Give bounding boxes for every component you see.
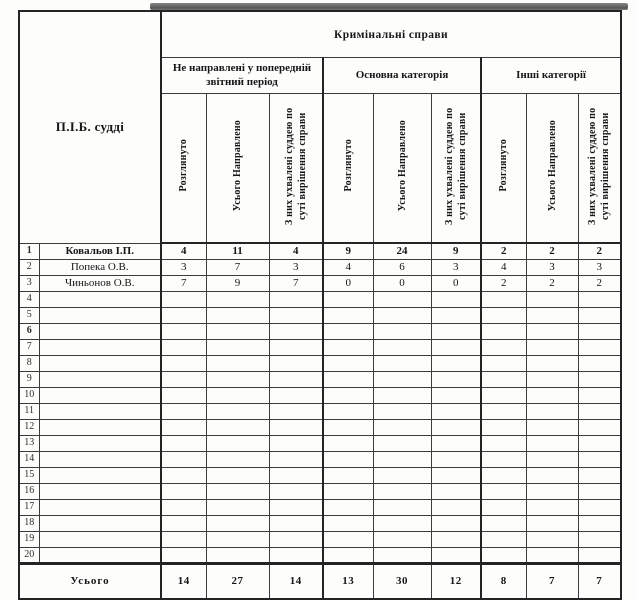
table-row	[19, 371, 621, 387]
judge-name-cell	[39, 531, 161, 547]
value-cell: 2	[481, 243, 526, 259]
value-cell	[526, 339, 578, 355]
value-cell	[431, 339, 481, 355]
table-row	[19, 451, 621, 467]
value-cell	[269, 467, 323, 483]
value-cell	[526, 291, 578, 307]
value-cell	[269, 515, 323, 531]
criminal-cases-header: Кримінальні справи	[161, 11, 621, 58]
value-cell	[578, 387, 621, 403]
vertical-column-label: Розглянуто	[342, 139, 354, 192]
value-cell: 0	[323, 275, 373, 291]
value-cell	[206, 323, 269, 339]
value-cell	[206, 435, 269, 451]
scan-artifact-top	[150, 3, 628, 10]
value-cell	[481, 547, 526, 563]
judge-name-cell	[39, 467, 161, 483]
value-cell	[526, 307, 578, 323]
value-cell	[481, 371, 526, 387]
value-cell	[323, 451, 373, 467]
table-row	[19, 419, 621, 435]
judge-name-cell	[39, 339, 161, 355]
judge-name-cell: Попека О.В.	[39, 259, 161, 275]
table-row	[19, 483, 621, 499]
value-cell	[578, 515, 621, 531]
table-row	[19, 339, 621, 355]
value-cell	[481, 499, 526, 515]
table-row	[19, 307, 621, 323]
value-cell: 4	[323, 259, 373, 275]
value-cell	[481, 531, 526, 547]
value-cell	[269, 291, 323, 307]
section-header-main-category: Основна категорія	[323, 58, 481, 94]
column-header-total-forwarded	[373, 94, 431, 244]
value-cell	[481, 323, 526, 339]
value-cell	[161, 515, 206, 531]
value-cell	[206, 387, 269, 403]
value-cell	[373, 339, 431, 355]
value-cell	[161, 307, 206, 323]
value-cell	[526, 355, 578, 371]
value-cell: 2	[526, 243, 578, 259]
value-cell: 9	[206, 275, 269, 291]
value-cell: 0	[373, 275, 431, 291]
row-number-cell: 4	[19, 291, 39, 307]
value-cell	[431, 531, 481, 547]
value-cell	[206, 499, 269, 515]
value-cell: 3	[269, 259, 323, 275]
total-value-cell: 30	[373, 563, 431, 599]
value-cell	[161, 483, 206, 499]
value-cell	[526, 467, 578, 483]
vertical-column-label: Усього Направлено	[232, 119, 244, 212]
value-cell	[373, 419, 431, 435]
value-cell	[481, 419, 526, 435]
value-cell: 9	[323, 243, 373, 259]
column-header-reviewed	[323, 94, 373, 244]
value-cell	[481, 387, 526, 403]
value-cell	[373, 323, 431, 339]
value-cell	[269, 531, 323, 547]
value-cell	[526, 323, 578, 339]
row-number-cell: 8	[19, 355, 39, 371]
judge-name-cell: Ковальов І.П.	[39, 243, 161, 259]
vertical-column-label: З них ухвалені суддею по суті вирішення справи	[283, 106, 308, 225]
value-cell	[578, 547, 621, 563]
value-cell	[431, 403, 481, 419]
value-cell: 7	[206, 259, 269, 275]
value-cell	[431, 451, 481, 467]
value-cell	[431, 515, 481, 531]
value-cell	[161, 291, 206, 307]
value-cell	[373, 451, 431, 467]
value-cell	[373, 291, 431, 307]
value-cell	[578, 323, 621, 339]
value-cell	[373, 387, 431, 403]
value-cell	[161, 531, 206, 547]
row-number-cell: 6	[19, 323, 39, 339]
table-row	[19, 515, 621, 531]
value-cell	[431, 387, 481, 403]
value-cell	[206, 451, 269, 467]
value-cell	[161, 499, 206, 515]
total-value-cell: 14	[161, 563, 206, 599]
value-cell	[323, 419, 373, 435]
judge-name-cell	[39, 515, 161, 531]
value-cell	[161, 435, 206, 451]
row-number-cell: 7	[19, 339, 39, 355]
value-cell	[373, 355, 431, 371]
total-value-cell: 12	[431, 563, 481, 599]
value-cell	[206, 371, 269, 387]
value-cell	[526, 515, 578, 531]
judge-name-cell	[39, 547, 161, 563]
value-cell	[269, 547, 323, 563]
value-cell	[481, 483, 526, 499]
value-cell: 2	[578, 275, 621, 291]
value-cell	[323, 515, 373, 531]
value-cell	[323, 467, 373, 483]
judge-name-cell	[39, 291, 161, 307]
table-row	[19, 435, 621, 451]
value-cell	[431, 291, 481, 307]
vertical-column-label: З них ухвалені суддею по суті вирішення справи	[443, 106, 468, 225]
table-row	[19, 355, 621, 371]
table-row	[19, 259, 621, 275]
value-cell	[161, 419, 206, 435]
section-header-other-categories: Інші категорії	[481, 58, 621, 94]
vertical-column-label: Усього Направлено	[546, 119, 558, 212]
value-cell	[578, 483, 621, 499]
table-row	[19, 291, 621, 307]
value-cell	[373, 499, 431, 515]
value-cell: 3	[161, 259, 206, 275]
value-cell	[373, 371, 431, 387]
value-cell: 2	[578, 243, 621, 259]
row-number-cell: 20	[19, 547, 39, 563]
value-cell	[206, 547, 269, 563]
value-cell	[578, 451, 621, 467]
value-cell	[481, 307, 526, 323]
value-cell	[161, 355, 206, 371]
total-label: Усього	[19, 563, 161, 599]
value-cell	[578, 339, 621, 355]
value-cell	[269, 403, 323, 419]
total-value-cell: 27	[206, 563, 269, 599]
value-cell	[578, 355, 621, 371]
value-cell	[578, 435, 621, 451]
value-cell	[206, 291, 269, 307]
value-cell	[526, 419, 578, 435]
value-cell	[373, 531, 431, 547]
value-cell	[481, 291, 526, 307]
judge-name-cell	[39, 499, 161, 515]
table-row	[19, 387, 621, 403]
total-row	[19, 563, 621, 599]
table-row	[19, 467, 621, 483]
value-cell	[481, 355, 526, 371]
column-header-reviewed	[481, 94, 526, 244]
value-cell	[526, 451, 578, 467]
value-cell	[206, 403, 269, 419]
value-cell: 24	[373, 243, 431, 259]
row-number-cell: 18	[19, 515, 39, 531]
value-cell	[161, 467, 206, 483]
value-cell	[526, 499, 578, 515]
value-cell	[323, 339, 373, 355]
vertical-column-label: Розглянуто	[498, 139, 510, 192]
value-cell	[269, 483, 323, 499]
value-cell	[269, 387, 323, 403]
value-cell	[206, 531, 269, 547]
value-cell	[431, 499, 481, 515]
total-value-cell: 7	[578, 563, 621, 599]
value-cell	[206, 339, 269, 355]
value-cell	[161, 387, 206, 403]
table-row	[19, 275, 621, 291]
row-number-cell: 13	[19, 435, 39, 451]
row-number-cell: 15	[19, 467, 39, 483]
value-cell	[373, 435, 431, 451]
value-cell	[323, 291, 373, 307]
row-number-cell: 16	[19, 483, 39, 499]
column-header-decided-by-judge	[578, 94, 621, 244]
value-cell	[578, 291, 621, 307]
value-cell	[431, 483, 481, 499]
judges-name-header: П.І.Б. судді	[19, 11, 161, 243]
judge-name-cell	[39, 419, 161, 435]
total-value-cell: 8	[481, 563, 526, 599]
court-cases-table	[18, 10, 622, 600]
row-number-cell: 3	[19, 275, 39, 291]
value-cell: 7	[161, 275, 206, 291]
value-cell	[481, 467, 526, 483]
value-cell	[526, 371, 578, 387]
value-cell	[269, 371, 323, 387]
row-number-cell: 12	[19, 419, 39, 435]
judge-name-cell	[39, 323, 161, 339]
value-cell: 4	[269, 243, 323, 259]
value-cell: 2	[481, 275, 526, 291]
value-cell	[526, 387, 578, 403]
value-cell	[206, 467, 269, 483]
judge-name-cell	[39, 451, 161, 467]
value-cell	[431, 355, 481, 371]
value-cell	[431, 371, 481, 387]
value-cell	[323, 355, 373, 371]
total-value-cell: 13	[323, 563, 373, 599]
row-number-cell: 11	[19, 403, 39, 419]
column-header-decided-by-judge	[269, 94, 323, 244]
column-header-total-forwarded	[526, 94, 578, 244]
value-cell	[431, 323, 481, 339]
judge-name-cell	[39, 371, 161, 387]
value-cell	[373, 467, 431, 483]
value-cell	[526, 531, 578, 547]
value-cell	[161, 339, 206, 355]
value-cell	[431, 467, 481, 483]
row-number-cell: 19	[19, 531, 39, 547]
value-cell	[481, 515, 526, 531]
value-cell: 7	[269, 275, 323, 291]
value-cell	[373, 483, 431, 499]
value-cell	[526, 435, 578, 451]
value-cell	[269, 339, 323, 355]
vertical-column-label: Усього Направлено	[396, 119, 408, 212]
value-cell	[373, 307, 431, 323]
value-cell	[526, 547, 578, 563]
column-header-decided-by-judge	[431, 94, 481, 244]
table-row	[19, 531, 621, 547]
value-cell	[526, 483, 578, 499]
value-cell	[206, 515, 269, 531]
value-cell	[481, 435, 526, 451]
value-cell	[269, 499, 323, 515]
value-cell	[578, 307, 621, 323]
value-cell	[323, 499, 373, 515]
value-cell	[323, 483, 373, 499]
value-cell	[269, 355, 323, 371]
table-row	[19, 243, 621, 259]
value-cell	[526, 403, 578, 419]
value-cell	[323, 323, 373, 339]
value-cell	[161, 403, 206, 419]
value-cell	[323, 547, 373, 563]
value-cell	[269, 419, 323, 435]
row-number-cell: 14	[19, 451, 39, 467]
value-cell	[481, 339, 526, 355]
value-cell	[323, 307, 373, 323]
value-cell	[578, 371, 621, 387]
table-row	[19, 499, 621, 515]
table-body	[19, 243, 621, 563]
column-header-total-forwarded	[206, 94, 269, 244]
row-number-cell: 2	[19, 259, 39, 275]
value-cell	[206, 355, 269, 371]
value-cell	[431, 435, 481, 451]
judge-name-cell	[39, 483, 161, 499]
judge-name-cell	[39, 387, 161, 403]
value-cell	[323, 403, 373, 419]
value-cell	[206, 307, 269, 323]
value-cell	[161, 371, 206, 387]
value-cell: 4	[161, 243, 206, 259]
value-cell	[161, 547, 206, 563]
value-cell	[431, 547, 481, 563]
value-cell	[323, 531, 373, 547]
value-cell: 9	[431, 243, 481, 259]
value-cell	[269, 435, 323, 451]
value-cell: 0	[431, 275, 481, 291]
judge-name-cell	[39, 307, 161, 323]
value-cell	[161, 323, 206, 339]
judge-name-cell: Чиньонов О.В.	[39, 275, 161, 291]
value-cell: 3	[431, 259, 481, 275]
value-cell	[269, 451, 323, 467]
value-cell	[373, 547, 431, 563]
total-value-cell: 14	[269, 563, 323, 599]
value-cell: 3	[526, 259, 578, 275]
value-cell	[161, 451, 206, 467]
vertical-column-label: Розглянуто	[178, 139, 190, 192]
value-cell	[578, 467, 621, 483]
table-row	[19, 403, 621, 419]
value-cell	[269, 307, 323, 323]
value-cell	[481, 403, 526, 419]
value-cell	[578, 403, 621, 419]
value-cell: 11	[206, 243, 269, 259]
value-cell: 6	[373, 259, 431, 275]
value-cell	[431, 419, 481, 435]
judge-name-cell	[39, 403, 161, 419]
column-header-reviewed	[161, 94, 206, 244]
table-row	[19, 547, 621, 563]
value-cell	[578, 419, 621, 435]
value-cell	[206, 419, 269, 435]
total-value-cell: 7	[526, 563, 578, 599]
judge-name-cell	[39, 435, 161, 451]
value-cell	[206, 483, 269, 499]
value-cell	[578, 499, 621, 515]
value-cell: 3	[578, 259, 621, 275]
row-number-cell: 10	[19, 387, 39, 403]
row-number-cell: 9	[19, 371, 39, 387]
value-cell	[323, 387, 373, 403]
value-cell	[269, 323, 323, 339]
section-header-not-forwarded-previous-period: Не направлені у попередній звітний період	[161, 58, 323, 94]
value-cell	[373, 515, 431, 531]
value-cell: 4	[481, 259, 526, 275]
value-cell	[578, 531, 621, 547]
vertical-column-label: З них ухвалені суддею по суті вирішення справи	[587, 106, 612, 225]
row-number-cell: 5	[19, 307, 39, 323]
value-cell	[323, 371, 373, 387]
value-cell	[481, 451, 526, 467]
row-number-cell: 1	[19, 243, 39, 259]
value-cell	[323, 435, 373, 451]
judge-name-cell	[39, 355, 161, 371]
value-cell	[373, 403, 431, 419]
value-cell	[431, 307, 481, 323]
table-row	[19, 323, 621, 339]
value-cell: 2	[526, 275, 578, 291]
row-number-cell: 17	[19, 499, 39, 515]
